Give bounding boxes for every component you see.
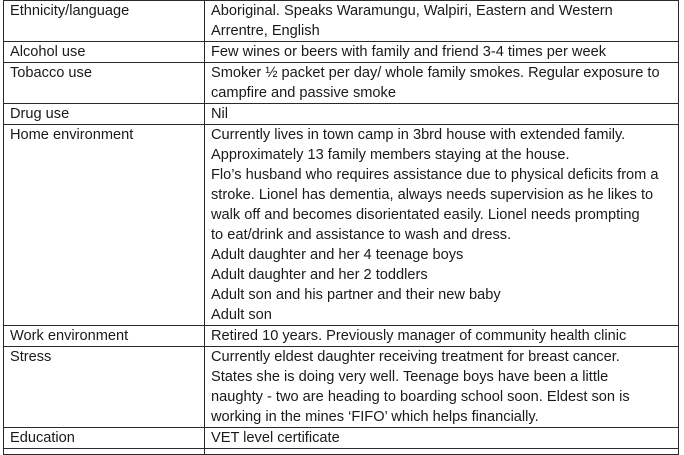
row-label: Stress [4, 347, 205, 428]
table-body [4, 1, 679, 455]
value-line: Adult daughter and her 2 toddlers [211, 267, 428, 283]
row-value [205, 125, 679, 326]
row-label: Drug use [4, 104, 205, 125]
row-label: Ethnicity/language [4, 1, 205, 42]
row-label: Alcohol use [4, 42, 205, 63]
value-line: naughty - two are heading to boarding school soon. Eldest son is [211, 389, 630, 405]
value-line: campfire and passive smoke [211, 85, 396, 101]
row-value [205, 42, 679, 63]
value-line: Aboriginal. Speaks Waramungu, Walpiri, Eastern and Western [211, 3, 613, 19]
row-label: Home environment [4, 125, 205, 326]
value-line: Retired 10 years. Previously manager of community health clinic [211, 328, 627, 344]
value-line: Flo’s husband who requires assistance due to physical deficits from a [211, 167, 659, 183]
value-line: Nil [211, 106, 229, 122]
patient-history-table [3, 0, 679, 455]
value-line: Smoker ½ packet per day/ whole family smokes. Regular exposure to [211, 65, 660, 81]
row-value [205, 326, 679, 347]
value-line: Currently eldest daughter receiving treatment for breast cancer. [211, 349, 620, 365]
value-line: Approximately 13 family members staying at the house. [211, 147, 570, 163]
table-row [4, 1, 679, 42]
value-line: to eat/drink and assistance to wash and dress. [211, 227, 512, 243]
row-value [205, 347, 679, 428]
row-label: Education [4, 428, 205, 449]
row-value [205, 104, 679, 125]
row-value [205, 63, 679, 104]
row-value [205, 428, 679, 449]
value-line: States she is doing very well. Teenage boys have been a little [211, 369, 609, 385]
table-row [4, 428, 679, 449]
value-line: walk off and becomes disorientated easily. Lionel needs prompting [211, 207, 640, 223]
row-value [205, 1, 679, 42]
table-row [4, 347, 679, 428]
value-line: Arrentre, English [211, 23, 320, 39]
value-line: Adult daughter and her 4 teenage boys [211, 247, 464, 263]
table-row [4, 63, 679, 104]
value-line: Adult son and his partner and their new baby [211, 287, 501, 303]
value-line: working in the mines ‘FIFO’ which helps financially. [211, 409, 539, 425]
value-line: Few wines or beers with family and friend 3-4 times per week [211, 44, 607, 60]
table-row [4, 125, 679, 326]
table-row [4, 104, 679, 125]
value-line: stroke. Lionel has dementia, always needs supervision as he likes to [211, 187, 654, 203]
row-label: Tobacco use [4, 63, 205, 104]
table-row [4, 42, 679, 63]
value-line: Currently lives in town camp in 3brd house with extended family. [211, 127, 626, 143]
table-row [4, 326, 679, 347]
value-line: VET level certificate [211, 430, 340, 446]
row-label: Work environment [4, 326, 205, 347]
value-line: Adult son [211, 307, 272, 323]
